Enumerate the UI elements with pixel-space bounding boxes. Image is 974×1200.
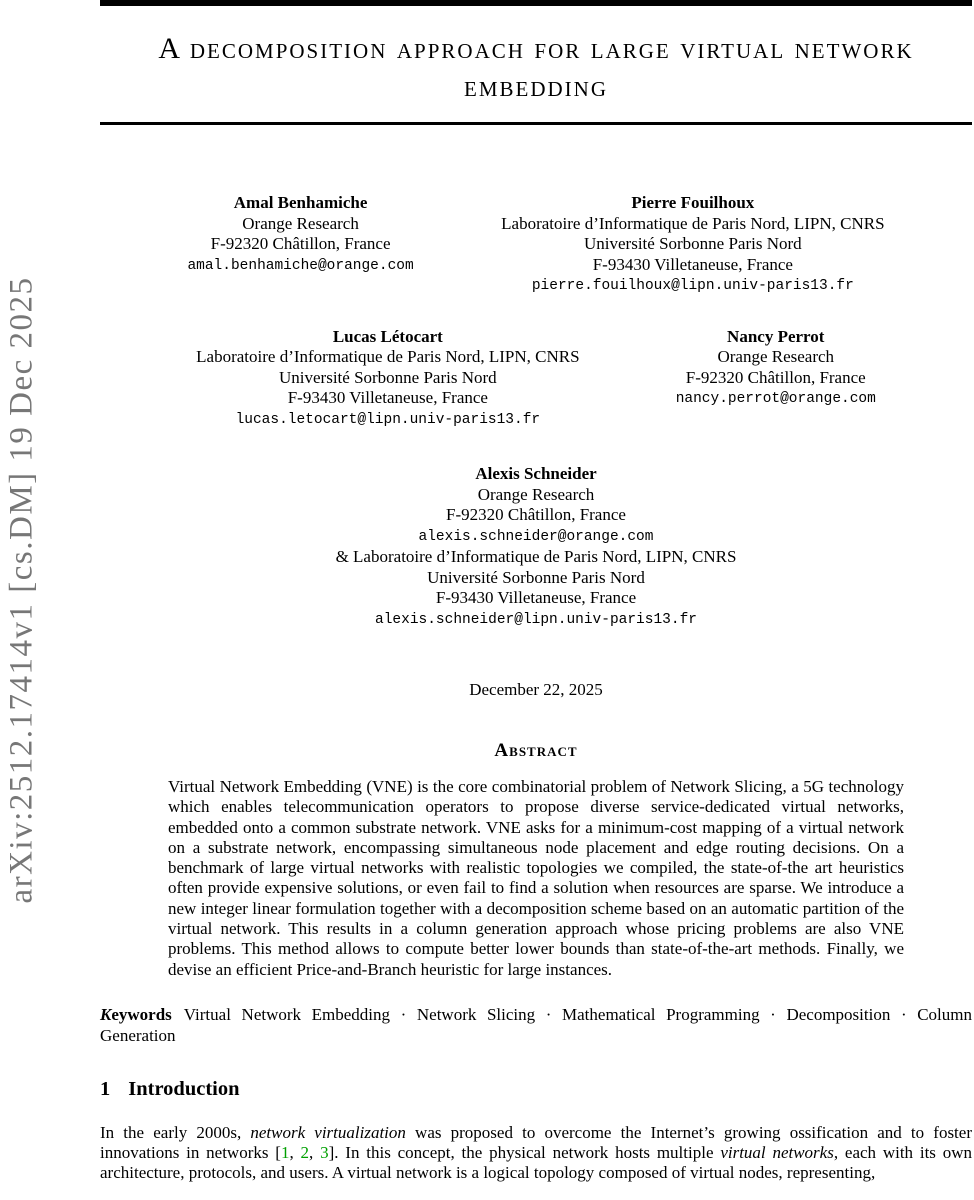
- author-email: alexis.schneider@orange.com: [418, 528, 654, 545]
- author-affiliation: Orange Research: [242, 213, 359, 233]
- paragraph-text-italic: network virtualization: [250, 1122, 406, 1142]
- paragraph-text: ,: [289, 1142, 301, 1162]
- authors-row-1: [100, 193, 972, 297]
- paragraph-text: ]. In this concept, the physical network hosts multiple: [328, 1142, 721, 1162]
- author-email: amal.benhamiche@orange.com: [187, 257, 414, 274]
- section-number: 1: [100, 1077, 111, 1100]
- author-name: Nancy Perrot: [727, 326, 825, 346]
- paragraph-text: was proposed to overcome the Internet’s growing ossification and to foster innovations in networks [: [100, 1122, 972, 1162]
- paragraph-text: , each with its own architecture, protocols, and users. A virtual network is a logical topology composed of virtual nodes, representing,: [100, 1142, 973, 1182]
- author-name: Lucas Létocart: [332, 326, 443, 346]
- title-rule: [100, 122, 972, 125]
- abstract-heading: Abstract: [494, 740, 578, 761]
- author-affiliation: Laboratoire d’Informatique de Paris Nord, LIPN, CNRS: [196, 347, 580, 366]
- author-affiliation: Université Sorbonne Paris Nord: [279, 367, 497, 387]
- author-block-letocart: [196, 327, 579, 431]
- author-affiliation: F-93430 Villetaneuse, France: [435, 588, 637, 607]
- arxiv-stamp: arXiv:2512.17414v1 [cs.DM] 19 Dec 2025: [3, 276, 40, 904]
- author-block-perrot: [676, 327, 876, 410]
- author-email: nancy.perrot@orange.com: [675, 391, 876, 407]
- citation-link-2[interactable]: 2: [300, 1142, 310, 1162]
- author-affiliation: F-93430 Villetaneuse, France: [287, 388, 488, 407]
- author-email: alexis.schneider@lipn.univ-paris13.fr: [375, 611, 697, 628]
- paper-content: [100, 0, 972, 1182]
- paper-title-line-2: embedding: [464, 70, 608, 103]
- author-name: Alexis Schneider: [475, 464, 597, 483]
- paragraph-text: In the early 2000s,: [100, 1122, 251, 1142]
- paper-date: December 22, 2025: [469, 680, 603, 699]
- top-rule: [100, 0, 972, 6]
- introduction-paragraph: [100, 1123, 972, 1182]
- author-affiliation: Université Sorbonne Paris Nord: [584, 234, 802, 253]
- author-affiliation: F-93430 Villetaneuse, France: [592, 254, 793, 274]
- author-affiliation: Université Sorbonne Paris Nord: [427, 567, 645, 587]
- paper-title: [100, 30, 972, 106]
- author-email: pierre.fouilhoux@lipn.univ-paris13.fr: [531, 278, 854, 294]
- keywords-label: [100, 1005, 172, 1024]
- citation-link-1[interactable]: 1: [280, 1142, 290, 1162]
- authors-row-2: [100, 327, 972, 431]
- authors-row-3: [100, 464, 972, 630]
- keywords-text: Virtual Network Embedding · Network Slicing · Mathematical Programming · Decomposition · Column Generation: [100, 1004, 972, 1045]
- abstract-body: Virtual Network Embedding (VNE) is the core combinatorial problem of Network Slicing, a 5G technology which enables telecommunication operators to propose diverse service-dedicated virtual networks, embedded onto a common substrate network. VNE asks for a minimum-cost mapping of a virtual network on a substrate network, encompassing simultaneous node placement and edge routing decisions. On a benchmark of large virtual networks with realistic topologies we compiled, the state-of-the art heuristics often provide expensive solutions, or even fail to find a solution when resources are sparse. We introduce a new integer linear formulation together with a decomposition scheme based on an automatic partition of the virtual network. This results in a column generation approach whose pricing problems are also VNE problems. This method allows to compute better lower bounds than state-of-the-art methods. Finally, we devise an efficient Price-and-Branch heuristic for large instances.: [168, 777, 904, 979]
- author-affiliation: & Laboratoire d’Informatique de Paris Nord, LIPN, CNRS: [335, 547, 737, 566]
- keywords-line: [100, 1004, 972, 1046]
- keywords-label-initial: K: [100, 1004, 112, 1024]
- author-block-fouilhoux: [501, 193, 884, 297]
- author-affiliation: F-92320 Châtillon, France: [446, 505, 626, 524]
- author-affiliation: F-92320 Châtillon, France: [685, 367, 866, 387]
- paragraph-text: ,: [309, 1142, 321, 1162]
- author-affiliation: Laboratoire d’Informatique de Paris Nord, LIPN, CNRS: [501, 213, 885, 233]
- author-affiliation: Orange Research: [717, 347, 835, 366]
- author-affiliation: F-92320 Châtillon, France: [210, 234, 391, 253]
- author-name: Pierre Fouilhoux: [631, 193, 755, 212]
- citation-link-3[interactable]: 3: [320, 1142, 329, 1162]
- section-title: Introduction: [128, 1077, 240, 1100]
- author-email: lucas.letocart@lipn.univ-paris13.fr: [235, 411, 541, 428]
- paragraph-text-italic: virtual networks: [720, 1142, 834, 1162]
- author-block-schneider: [336, 464, 737, 630]
- author-affiliation: Orange Research: [477, 484, 595, 504]
- author-block-benhamiche: [187, 193, 413, 276]
- keywords-label-rest: eywords: [111, 1004, 172, 1024]
- section-heading-introduction: [100, 1078, 972, 1101]
- author-name: Amal Benhamiche: [233, 193, 368, 212]
- paper-title-line-1: A decomposition approach for large virtual network: [158, 32, 914, 65]
